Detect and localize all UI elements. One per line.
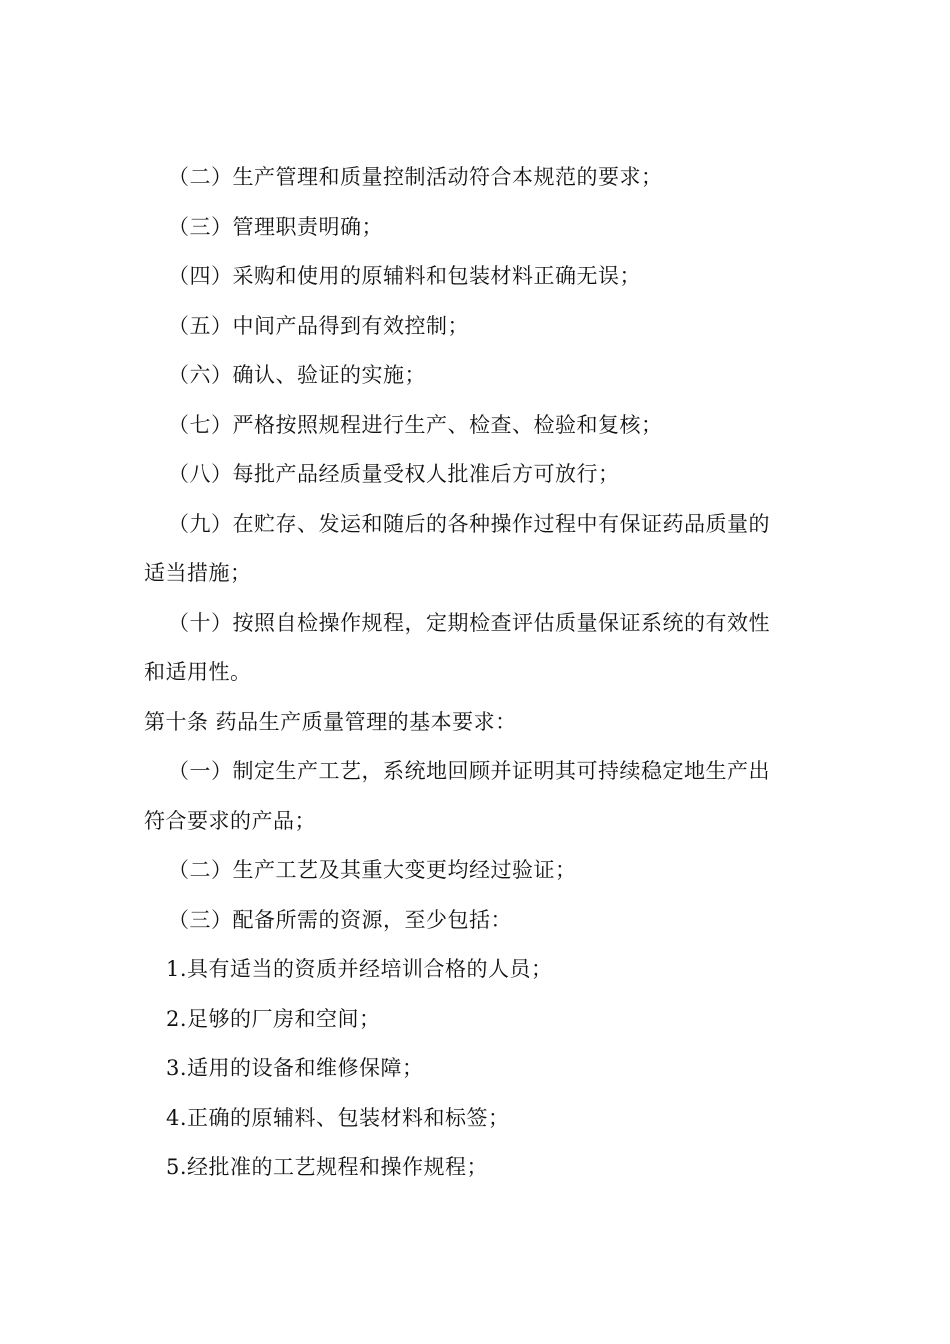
- paragraph-continuation: 适当措施；: [144, 561, 252, 585]
- numbered-item: 5.经批准的工艺规程和操作规程；: [166, 1155, 489, 1179]
- paragraph-continuation: 和适用性。: [144, 660, 252, 684]
- paragraph-line: （二）生产管理和质量控制活动符合本规范的要求；: [168, 165, 663, 189]
- paragraph-line: （三）配备所需的资源，至少包括：: [168, 907, 512, 932]
- paragraph-continuation: 符合要求的产品；: [144, 808, 316, 833]
- paragraph-line: （九）在贮存、发运和随后的各种操作过程中有保证药品质量的: [168, 511, 770, 536]
- numbered-item: 4.正确的原辅料、包装材料和标签；: [166, 1105, 510, 1130]
- article-heading: 第十条 药品生产质量管理的基本要求：: [144, 709, 517, 734]
- paragraph-line: （八）每批产品经质量受权人批准后方可放行；: [168, 462, 620, 486]
- paragraph-line: （六）确认、验证的实施；: [168, 363, 426, 387]
- paragraph-line: （二）生产工艺及其重大变更均经过验证；: [168, 858, 577, 882]
- numbered-item: 3.适用的设备和维修保障；: [166, 1056, 424, 1080]
- paragraph-line: （一）制定生产工艺，系统地回顾并证明其可持续稳定地生产出: [168, 759, 770, 783]
- numbered-item: 2.足够的厂房和空间；: [166, 1006, 381, 1031]
- document-body: [144, 153, 806, 1193]
- paragraph-line: （十）按照自检操作规程，定期检查评估质量保证系统的有效性: [168, 610, 770, 635]
- numbered-item: 1.具有适当的资质并经培训合格的人员；: [166, 957, 553, 981]
- paragraph-line: （七）严格按照规程进行生产、检查、检验和复核；: [168, 412, 663, 437]
- paragraph-line: （四）采购和使用的原辅料和包装材料正确无误；: [168, 264, 641, 288]
- paragraph-line: （五）中间产品得到有效控制；: [168, 313, 469, 338]
- paragraph-line: （三）管理职责明确；: [168, 214, 383, 239]
